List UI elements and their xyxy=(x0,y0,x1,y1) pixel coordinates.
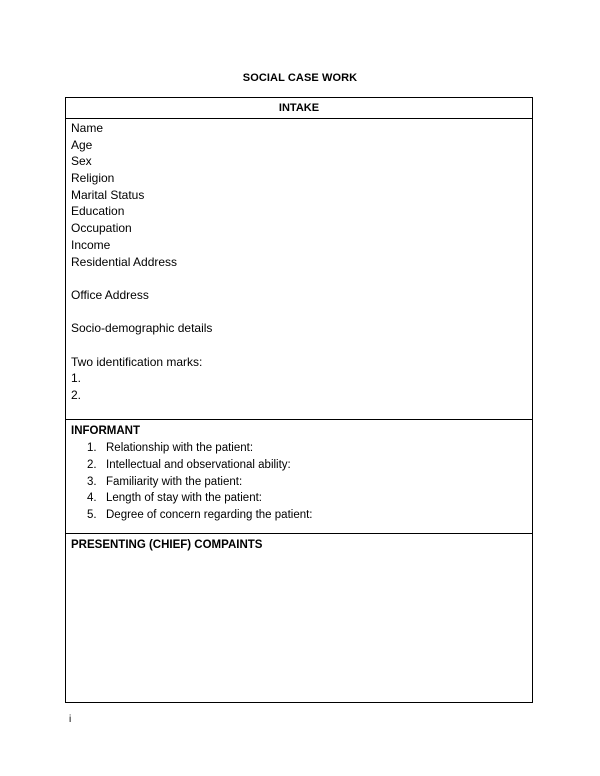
residential-address-field-label: Residential Address xyxy=(71,254,178,269)
informant-item xyxy=(71,490,532,507)
office-address-field-label: Office Address xyxy=(71,287,149,302)
informant-item-label: Intellectual and observational ability: xyxy=(106,458,291,471)
name-field-label: Name xyxy=(71,121,104,135)
informant-item xyxy=(71,457,532,474)
informant-item xyxy=(71,440,532,457)
page-title: SOCIAL CASE WORK xyxy=(242,72,358,84)
informant-item-label: Familiarity with the patient: xyxy=(106,475,243,488)
list-number: 2. xyxy=(87,458,97,471)
occupation-field-label: Occupation xyxy=(71,221,132,236)
spacer xyxy=(71,304,532,321)
sex-field-label: Sex xyxy=(71,154,92,169)
informant-item xyxy=(71,507,532,524)
list-number: 4. xyxy=(87,492,97,505)
identification-mark-1: 1. xyxy=(71,371,82,386)
age-field-label: Age xyxy=(71,137,93,152)
spacer xyxy=(71,337,532,354)
identification-mark-2: 2. xyxy=(71,388,82,402)
informant-heading: INFORMANT xyxy=(71,425,140,437)
identification-marks-label: Two identification marks: xyxy=(71,354,203,369)
intake-section xyxy=(66,119,532,420)
informant-item-label: Relationship with the patient: xyxy=(106,442,254,454)
income-field-label: Income xyxy=(71,237,111,252)
informant-list xyxy=(71,440,532,524)
informant-item-label: Degree of concern regarding the patient: xyxy=(106,509,313,522)
complaints-heading: PRESENTING (CHIEF) COMPAINTS xyxy=(71,539,263,551)
marital-status-field-label: Marital Status xyxy=(71,187,145,202)
socio-demographic-field-label: Socio-demographic details xyxy=(71,321,213,336)
list-number: 1. xyxy=(87,442,97,454)
intake-form-table xyxy=(65,97,533,703)
spacer xyxy=(71,270,532,287)
informant-item-label: Length of stay with the patient: xyxy=(106,492,262,505)
list-number: 3. xyxy=(87,475,97,488)
informant-section xyxy=(66,420,532,534)
education-field-label: Education xyxy=(71,204,125,219)
page-number: i xyxy=(69,714,72,725)
complaints-section xyxy=(66,534,532,554)
religion-field-label: Religion xyxy=(71,171,115,186)
intake-header: INTAKE xyxy=(66,98,532,119)
list-number: 5. xyxy=(87,509,97,522)
informant-item xyxy=(71,474,532,491)
